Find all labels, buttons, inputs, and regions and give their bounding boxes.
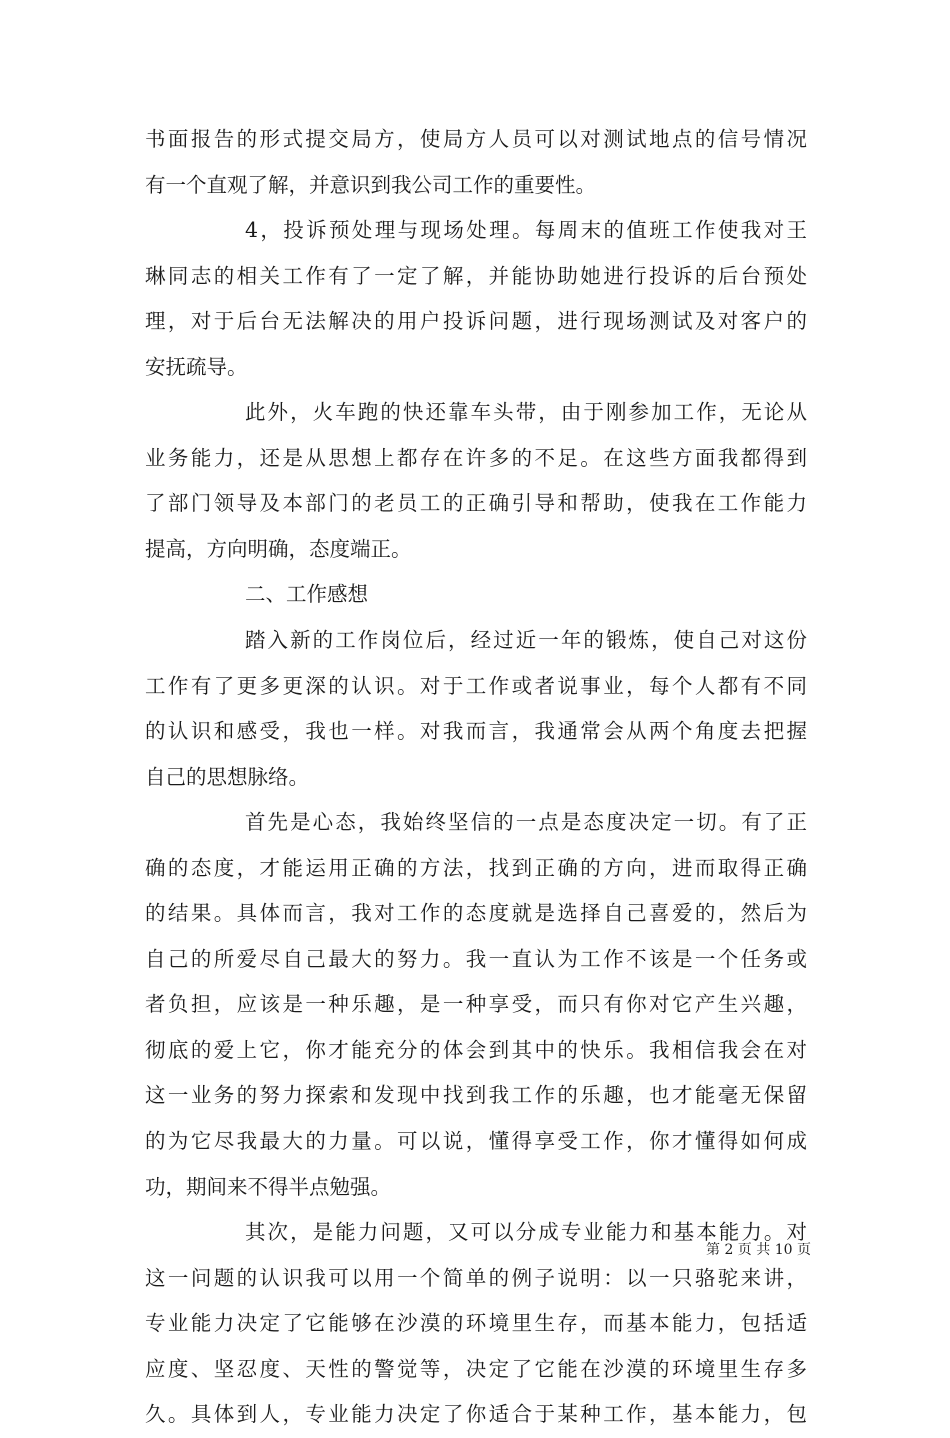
text-line: 久。具体到人，专业能力决定了你适合于某种工作，基本能力，包 [145,1402,807,1427]
page-footer: 第 2 页 共 10 页 [706,1242,811,1258]
text-line: 确的态度，才能运用正确的方法，找到正确的方向，进而取得正确 [145,855,807,880]
text-line: 应度、坚忍度、天性的警觉等，决定了它能在沙漠的环境里生存多 [145,1356,807,1381]
text-line: 这一业务的努力探索和发现中找到我工作的乐趣，也才能毫无保留 [145,1083,807,1108]
text-line: 首先是心态，我始终坚信的一点是态度决定一切。有了正 [245,810,807,835]
text-line: 提高，方向明确，态度端正。 [145,536,412,561]
text-line: 有一个直观了解，并意识到我公司工作的重要性。 [145,172,596,197]
text-line: 书面报告的形式提交局方，使局方人员可以对测试地点的信号情况 [145,127,807,151]
text-line: 者负担，应该是一种乐趣，是一种享受，而只有你对它产生兴趣， [145,992,807,1017]
text-line: 专业能力决定了它能够在沙漠的环境里生存，而基本能力，包括适 [145,1311,807,1336]
text-line: 4，投诉预处理与现场处理。每周末的值班工作使我对王 [245,218,807,243]
text-line: 工作有了更多更深的认识。对于工作或者说事业，每个人都有不同 [145,673,807,698]
text-line: 自己的所爱尽自己最大的努力。我一直认为工作不该是一个任务或 [145,946,807,971]
text-line: 理，对于后台无法解决的用户投诉问题，进行现场测试及对客户的 [145,309,807,334]
text-line: 安抚疏导。 [145,354,248,379]
text-line: 自己的思想脉络。 [145,764,309,789]
text-line: 的结果。具体而言，我对工作的态度就是选择自己喜爱的，然后为 [145,901,807,926]
text-line: 功，期间来不得半点勉强。 [145,1174,391,1199]
text-line: 琳同志的相关工作有了一定了解，并能协助她进行投诉的后台预处 [145,263,807,288]
text-line: 踏入新的工作岗位后，经过近一年的锻炼，使自己对这份 [245,628,807,653]
text-line: 这一问题的认识我可以用一个简单的例子说明：以一只骆驼来讲， [145,1265,807,1290]
text-line: 此外，火车跑的快还靠车头带，由于刚参加工作，无论从 [245,400,807,425]
text-line: 的为它尽我最大的力量。可以说，懂得享受工作，你才懂得如何成 [145,1129,807,1154]
text-line: 二、工作感想 [245,582,368,607]
text-line: 彻底的爱上它，你才能充分的体会到其中的快乐。我相信我会在对 [145,1037,807,1062]
text-line: 了部门领导及本部门的老员工的正确引导和帮助，使我在工作能力 [145,491,807,516]
text-line: 其次，是能力问题，又可以分成专业能力和基本能力。对 [245,1220,807,1245]
text-line: 的认识和感受，我也一样。对我而言，我通常会从两个角度去把握 [145,719,807,744]
text-line: 业务能力，还是从思想上都存在许多的不足。在这些方面我都得到 [145,445,807,470]
